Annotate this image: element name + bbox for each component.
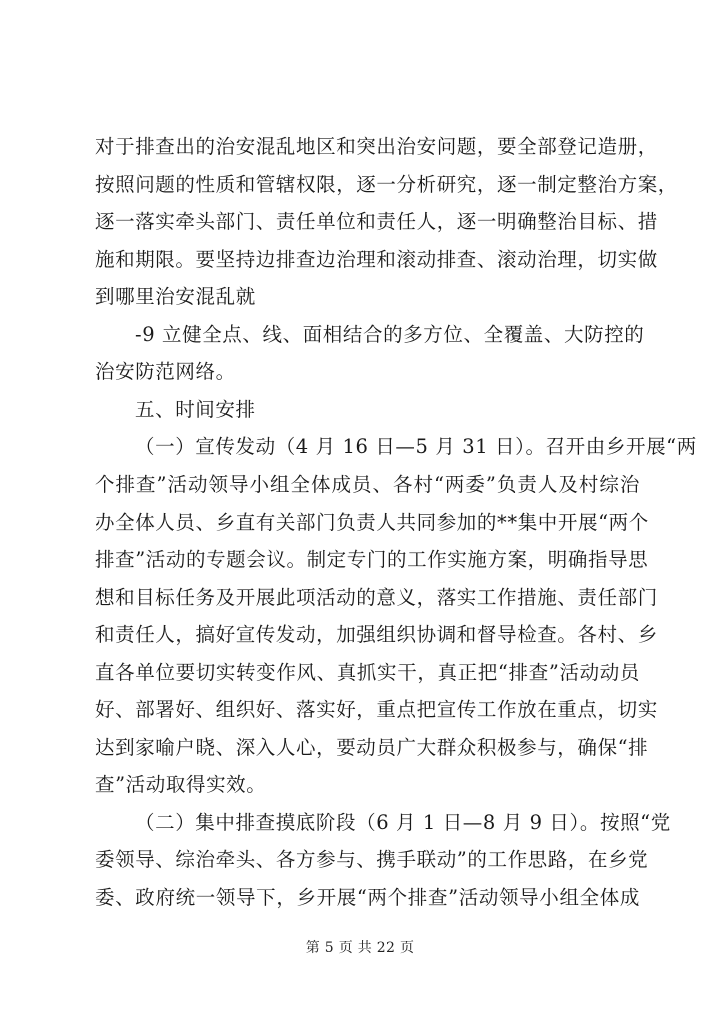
text-line: 达到家喻户晓、深入人心，要动员广大群众积极参与，确保“排: [95, 736, 649, 759]
text-line: 委、政府统一领导下，乡开展“两个排查”活动领导小组全体成: [95, 886, 640, 909]
text-line: 逐一落实牵头部门、责任单位和责任人，逐一明确整治目标、措: [95, 210, 658, 233]
text-line: 委领导、综治牵头、各方参与、携手联动”的工作思路，在乡党: [95, 848, 649, 871]
text-line: 按照问题的性质和管辖权限，逐一分析研究，逐一制定整治方案，: [95, 173, 678, 196]
text-line: 直各单位要切实转变作风、真抓实干，真正把“排查”活动动员: [95, 661, 640, 684]
page-footer: 第 5 页 共 22 页: [305, 940, 415, 956]
text-line: 到哪里治安混乱就: [95, 285, 256, 308]
text-line: -9 立健全点、线、面相结合的多方位、全覆盖、大防控的: [135, 323, 645, 346]
text-line: 排查”活动的专题会议。制定专门的工作实施方案，明确指导思: [95, 548, 649, 571]
text-line: 想和目标任务及开展此项活动的意义，落实工作措施、责任部门: [95, 586, 658, 609]
text-line: （一）宣传发动（4 月 16 日—5 月 31 日）。召开由乡开展“两: [135, 435, 697, 458]
text-line: 和责任人，搞好宣传发动，加强组织协调和督导检查。各村、乡: [95, 623, 658, 646]
text-line: 好、部署好、组织好、落实好，重点把宣传工作放在重点，切实: [95, 698, 658, 721]
text-line: 治安防范网络。: [95, 360, 236, 383]
text-line: 施和期限。要坚持边排查边治理和滚动排查、滚动治理，切实做: [95, 248, 658, 271]
text-line: 办全体人员、乡直有关部门负责人共同参加的**集中开展“两个: [95, 511, 649, 534]
text-line: 对于排查出的治安混乱地区和突出治安问题，要全部登记造册，: [95, 135, 658, 158]
text-line: 个排查”活动领导小组全体成员、各村“两委”负责人及村综治: [95, 473, 640, 496]
text-line: 查”活动取得实效。: [95, 773, 267, 796]
section-heading: 五、时间安排: [135, 398, 256, 421]
text-line: （二）集中排查摸底阶段（6 月 1 日—8 月 9 日）。按照“党: [135, 811, 671, 834]
